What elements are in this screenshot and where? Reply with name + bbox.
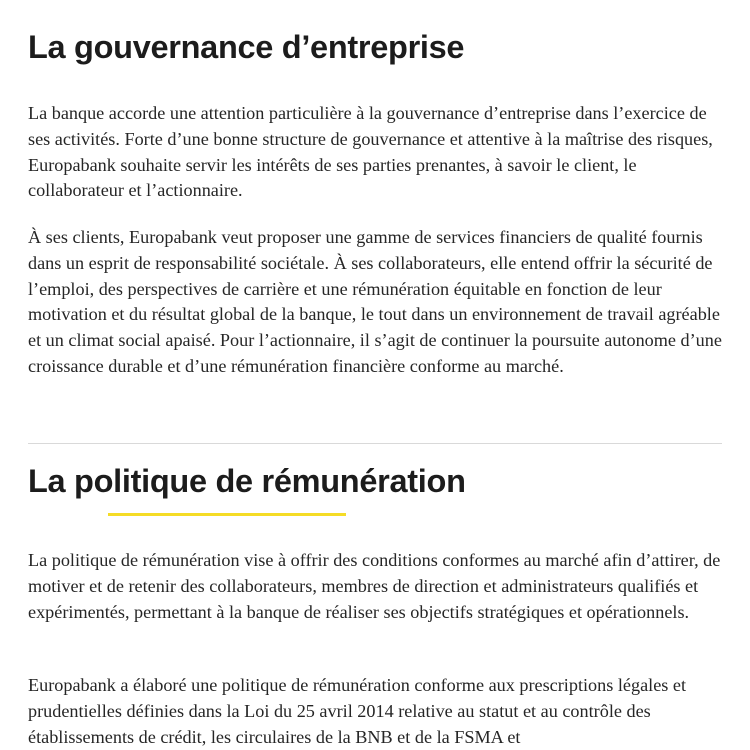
- section-divider: [28, 443, 722, 444]
- governance-paragraph-2: À ses clients, Europabank veut proposer une gamme de services financiers de qualité fournis dans un esprit de responsabilité sociétale. À ses collaborateurs, elle entend offrir la sécurité de l’emploi, des perspectives de carrière et une rémunération équitable en fonction de leur motivation et du résultat global de la banque, le tout dans un environnement de travail agréable et un climat social apaisé. Pour l’actionnaire, il s’agit de continuer la poursuite autonome d’une croissance durable et d’une rémunération financière conforme au marché.: [28, 227, 722, 376]
- remuneration-heading: La politique de rémunération: [28, 463, 466, 499]
- governance-heading: La gouvernance d’entreprise: [28, 29, 465, 65]
- content-page: [28, 0, 722, 750]
- remuneration-paragraph-2: Europabank a élaboré une politique de rémunération conforme aux prescriptions légales et prudentielles définies dans la Loi du 25 avril 2014 relative au statut et au contrôle des établissements de crédit, les circulaires de la BNB et de la FSMA et: [28, 675, 687, 747]
- heading-accent-underline: [108, 513, 346, 516]
- governance-paragraph-1: La banque accorde une attention particulière à la gouvernance d’entreprise dans l’exercice de ses activités. Forte d’une bonne structure de gouvernance et attentive à la maîtrise des risques, Europabank souhaite servir les intérêts de ses parties prenantes, à savoir le client, le collaborateur et l’actionnaire.: [28, 103, 713, 201]
- remuneration-paragraph-1: La politique de rémunération vise à offrir des conditions conformes au marché afin d’attirer, de motiver et de retenir des collaborateurs, membres de direction et administrateurs qualifiés et expérimentés, permettant à la banque de réaliser ses objectifs stratégiques et opérationnels.: [28, 550, 721, 622]
